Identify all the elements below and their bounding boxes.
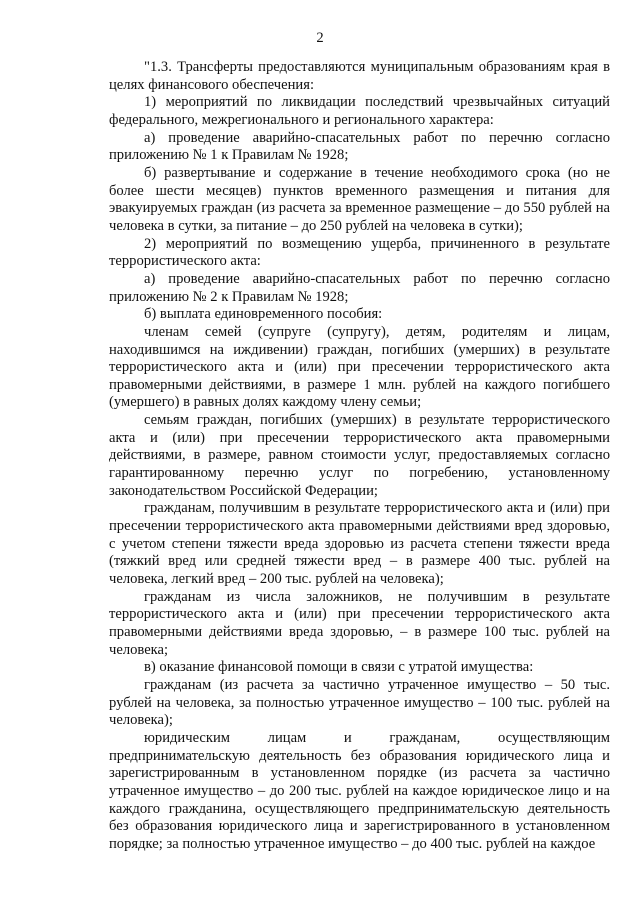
paragraph-item-1: 1) мероприятий по ликвидации последствий чрезвычайных ситуаций федерального, межрегионального и регионального характера: [109,94,610,128]
paragraph-citizens: гражданам (из расчета за частично утраченное имущество – 50 тыс. рублей на человека, за полностью утраченное имущество – 100 тыс. рублей на человека); [109,676,610,729]
paragraph-families: семьям граждан, погибших (умерших) в результате террористического акта и (или) при пресечении террористического акта правомерными действиями, в размере, равном стоимости услуг, предоставляемых согласно гарантированному перечню услуг по погребению, установленному законодательством Российской Федерации; [109,412,610,499]
paragraph-intro: "1.3. Трансферты предоставляются муниципальным образованиям края в целях финансового обеспечения: [109,59,610,93]
paragraph-hostages: гражданам из числа заложников, не получившим в результате террористического акта и (или) при пресечении террористического акта правомерными действиями вреда здоровью, – в размере 100 тыс. рублей на человека; [109,588,610,658]
paragraph-item-2: 2) мероприятий по возмещению ущерба, причиненного в результате террористического акта: [109,235,610,270]
paragraph-legal-entities: юридическим лицам и гражданам, осуществляющим предпринимательскую деятельность без образования юридического лица и зарегистрированным в установленном порядке (из расчета за частично утраченное имущество – до 200 тыс. рублей на каждое юридическое лицо и на каждого гражданина, осуществляющего предпринимательскую деятельность без образования юридического лица и зарегистрированного в установленном порядке; за полностью утраченное имущество – до 400 тыс. рублей на каждое [109,729,610,852]
document-body [109,59,610,854]
paragraph-item-2a: а) проведение аварийно-спасательных работ по перечню согласно приложению № 2 к Правилам № 1928; [109,270,610,305]
paragraph-item-2v: в) оказание финансовой помощи в связи с утратой имущества: [144,659,534,676]
page-number: 2 [316,30,324,46]
paragraph-item-2b: б) выплата единовременного пособия: [144,306,383,323]
paragraph-family-members: членам семей (супруге (супругу), детям, родителям и лицам, находившимся на иждивении) граждан, погибших (умерших) в результате террористического акта и (или) при пресечении террористического акта правомерными действиями, в размере 1 млн. рублей на каждого погибшего (умершего) в равных долях каждому члену семьи; [109,323,610,411]
paragraph-item-1a: а) проведение аварийно-спасательных работ по перечню согласно приложению № 1 к Правилам № 1928; [109,129,610,164]
paragraph-item-1b: б) развертывание и содержание в течение необходимого срока (но не более шести месяцев) пунктов временного размещения и питания для эвакуируемых граждан (из расчета за временное размещение – до 550 рублей на человека в сутки, за питание – до 250 рублей на человека в сутки); [109,164,610,234]
paragraph-injured: гражданам, получившим в результате террористического акта и (или) при пресечении террористического акта правомерными действиями вред здоровью, с учетом степени тяжести вреда здоровью из расчета степени тяжести вреда (тяжкий вред или средней тяжести вред – в размере 400 тыс. рублей на человека, легкий вред – 200 тыс. рублей на человека); [109,500,610,588]
